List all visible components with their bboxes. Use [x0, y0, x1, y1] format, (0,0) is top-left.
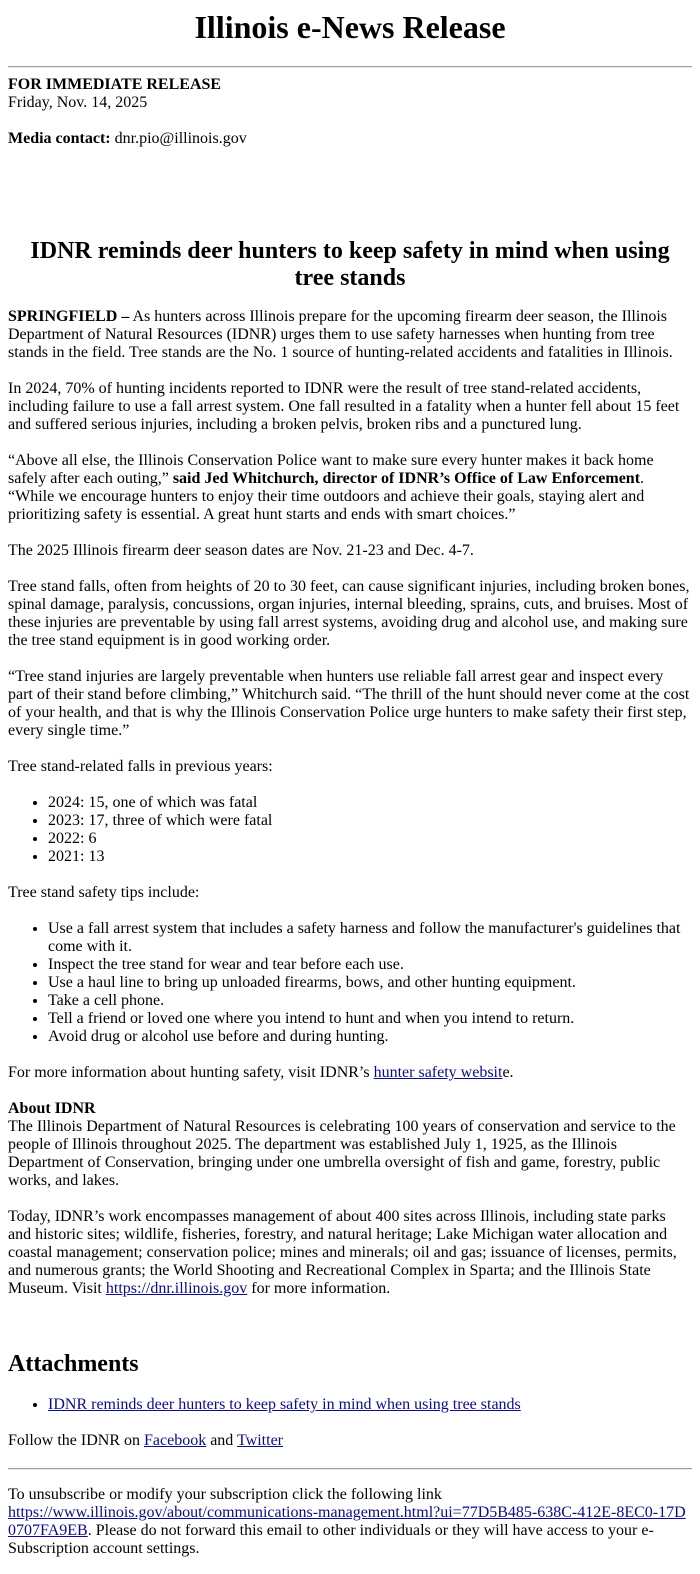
list-item: • Inspect the tree stand for wear and tear before each use.: [48, 956, 692, 974]
more-info: [8, 1064, 692, 1082]
list-item: • Use a haul line to bring up unloaded firearms, bows, and other hunting equipment.: [48, 974, 692, 992]
falls-intro: Tree stand-related falls in previous years:: [8, 758, 273, 775]
more-info-text: For more information about hunting safety, visit IDNR’s: [8, 1064, 374, 1081]
facebook-link[interactable]: Facebook: [144, 1432, 207, 1449]
release-meta: [8, 76, 692, 112]
media-contact-email: dnr.pio@illinois.gov: [110, 130, 247, 147]
paragraph-season-dates: The 2025 Illinois firearm deer season dates are Nov. 21-23 and Dec. 4-7.: [8, 542, 474, 559]
about-suffix: for more information.: [247, 1280, 391, 1297]
header-divider: [8, 66, 692, 68]
falls-list: [8, 794, 692, 866]
list-item: • Take a cell phone.: [48, 992, 692, 1010]
attachments-list: [8, 1396, 692, 1414]
attachment-item: [48, 1396, 692, 1414]
more-info-suffix: e.: [502, 1064, 514, 1081]
dateline: SPRINGFIELD –: [8, 308, 130, 325]
forward-notice: . Please do not forward this email to other individuals or they will have access to your e-Subscription account settings.: [8, 1522, 654, 1557]
social-follow: [8, 1432, 692, 1450]
hunter-safety-link[interactable]: hunter safety websit: [373, 1064, 503, 1081]
unsubscribe-link[interactable]: https://www.illinois.gov/about/communications-management.html?ui=77D5B485-638C-412E-8EC0-17D0707FA9EB: [8, 1504, 686, 1539]
list-item: • Use a fall arrest system that includes a safety harness and follow the manufacturer's guidelines that come with it.: [48, 920, 692, 956]
intro-text: As hunters across Illinois prepare for the upcoming firearm deer season, the Illinois Department of Natural Resources (IDNR) urges them to use safety harnesses when hunting from tree stands in the field. Tree stands are the No. 1 source of hunting-related accidents and fatalities in Illinois.: [8, 308, 673, 361]
release-label: FOR IMMEDIATE RELEASE: [8, 76, 222, 93]
idnr-website-link[interactable]: https://dnr.illinois.gov: [105, 1280, 248, 1297]
tips-intro: Tree stand safety tips include:: [8, 884, 200, 901]
list-item: • 2024: 15, one of which was fatal: [48, 794, 692, 812]
list-item: • Avoid drug or alcohol use before and during hunting.: [48, 1028, 692, 1046]
social-prefix: Follow the IDNR on: [8, 1432, 144, 1449]
article-headline: IDNR reminds deer hunters to keep safety in mind when using tree stands: [30, 238, 670, 291]
about-heading: About IDNR: [8, 1100, 96, 1117]
list-item: • 2023: 17, three of which were fatal: [48, 812, 692, 830]
about-paragraph-1: The Illinois Department of Natural Resources is celebrating 100 years of conservation and service to the people of Illinois throughout 2025. The department was established July 1, 1925, as the Illinois Department of Conservation, bringing under one umbrella oversight of fish and game, forestry, public works, and lakes.: [8, 1118, 676, 1189]
attachments-heading: Attachments: [8, 1351, 139, 1377]
paragraph-injuries: Tree stand falls, often from heights of 20 to 30 feet, can cause significant injuries, including broken bones, spinal damage, paralysis, concussions, organ injuries, internal bleeding, sprains, cuts, and bruises. Most of these injuries are preventable by using fall arrest systems, avoiding drug and alcohol use, and making sure the tree stand equipment is in good working order.: [8, 578, 690, 649]
social-and: and: [206, 1432, 238, 1449]
about-paragraph-2: [8, 1208, 692, 1298]
media-contact-label: Media contact:: [8, 130, 111, 147]
about-section: [8, 1100, 692, 1298]
unsubscribe-text: To unsubscribe or modify your subscription click the following link: [8, 1486, 442, 1503]
paragraph-intro: [8, 308, 692, 362]
quote-end: . “While we encourage hunters to enjoy their time outdoors and achieve their goals, staying alert and prioritizing safety is essential. A great hunt starts and ends with smart choices.”: [8, 470, 645, 523]
footer: [8, 1486, 692, 1558]
paragraph-statistics: In 2024, 70% of hunting incidents reported to IDNR were the result of tree stand-related accidents, including failure to use a fall arrest system. One fall resulted in a fatality when a hunter fell about 15 feet and suffered serious injuries, including a broken pelvis, broken ribs and a punctured lung.: [8, 380, 680, 433]
media-contact: [8, 130, 692, 148]
list-item: • 2022: 6: [48, 830, 692, 848]
twitter-link[interactable]: Twitter: [237, 1432, 283, 1449]
quote-start: “Above all else, the Illinois Conservation Police want to make sure every hunter makes it back home safely after each outing,”: [8, 452, 654, 487]
list-item: • 2021: 13: [48, 848, 692, 866]
paragraph-quote: [8, 452, 692, 524]
attachment-link[interactable]: IDNR reminds deer hunters to keep safety in mind when using tree stands: [48, 1396, 521, 1413]
quote-attribution: said Jed Whitchurch, director of IDNR’s Office of Law Enforcement: [172, 470, 641, 487]
newsletter-title: Illinois e-News Release: [194, 9, 506, 45]
list-item: • Tell a friend or loved one where you intend to hunt and when you intend to return.: [48, 1010, 692, 1028]
paragraph-whitchurch-quote: “Tree stand injuries are largely preventable when hunters use reliable fall arrest gear and inspect every part of their stand before climbing,” Whitchurch said. “The thrill of the hunt should never come at the cost of your health, and that is why the Illinois Conservation Police urge hunters to make safety their first step, every single time.”: [8, 668, 690, 739]
about-text: Today, IDNR’s work encompasses management of about 400 sites across Illinois, including state parks and historic sites; wildlife, fisheries, forestry, and natural heritage; Lake Michigan water allocation and coastal management; conservation police; mines and minerals; oil and gas; issuance of licenses, permits, and numerous grants; the World Shooting and Recreational Complex in Sparta; and the Illinois State Museum. Visit: [8, 1208, 677, 1297]
unsubscribe-block: [8, 1504, 692, 1558]
release-date: Friday, Nov. 14, 2025: [8, 94, 148, 111]
tips-list: [8, 920, 692, 1046]
footer-divider: [8, 1468, 692, 1470]
